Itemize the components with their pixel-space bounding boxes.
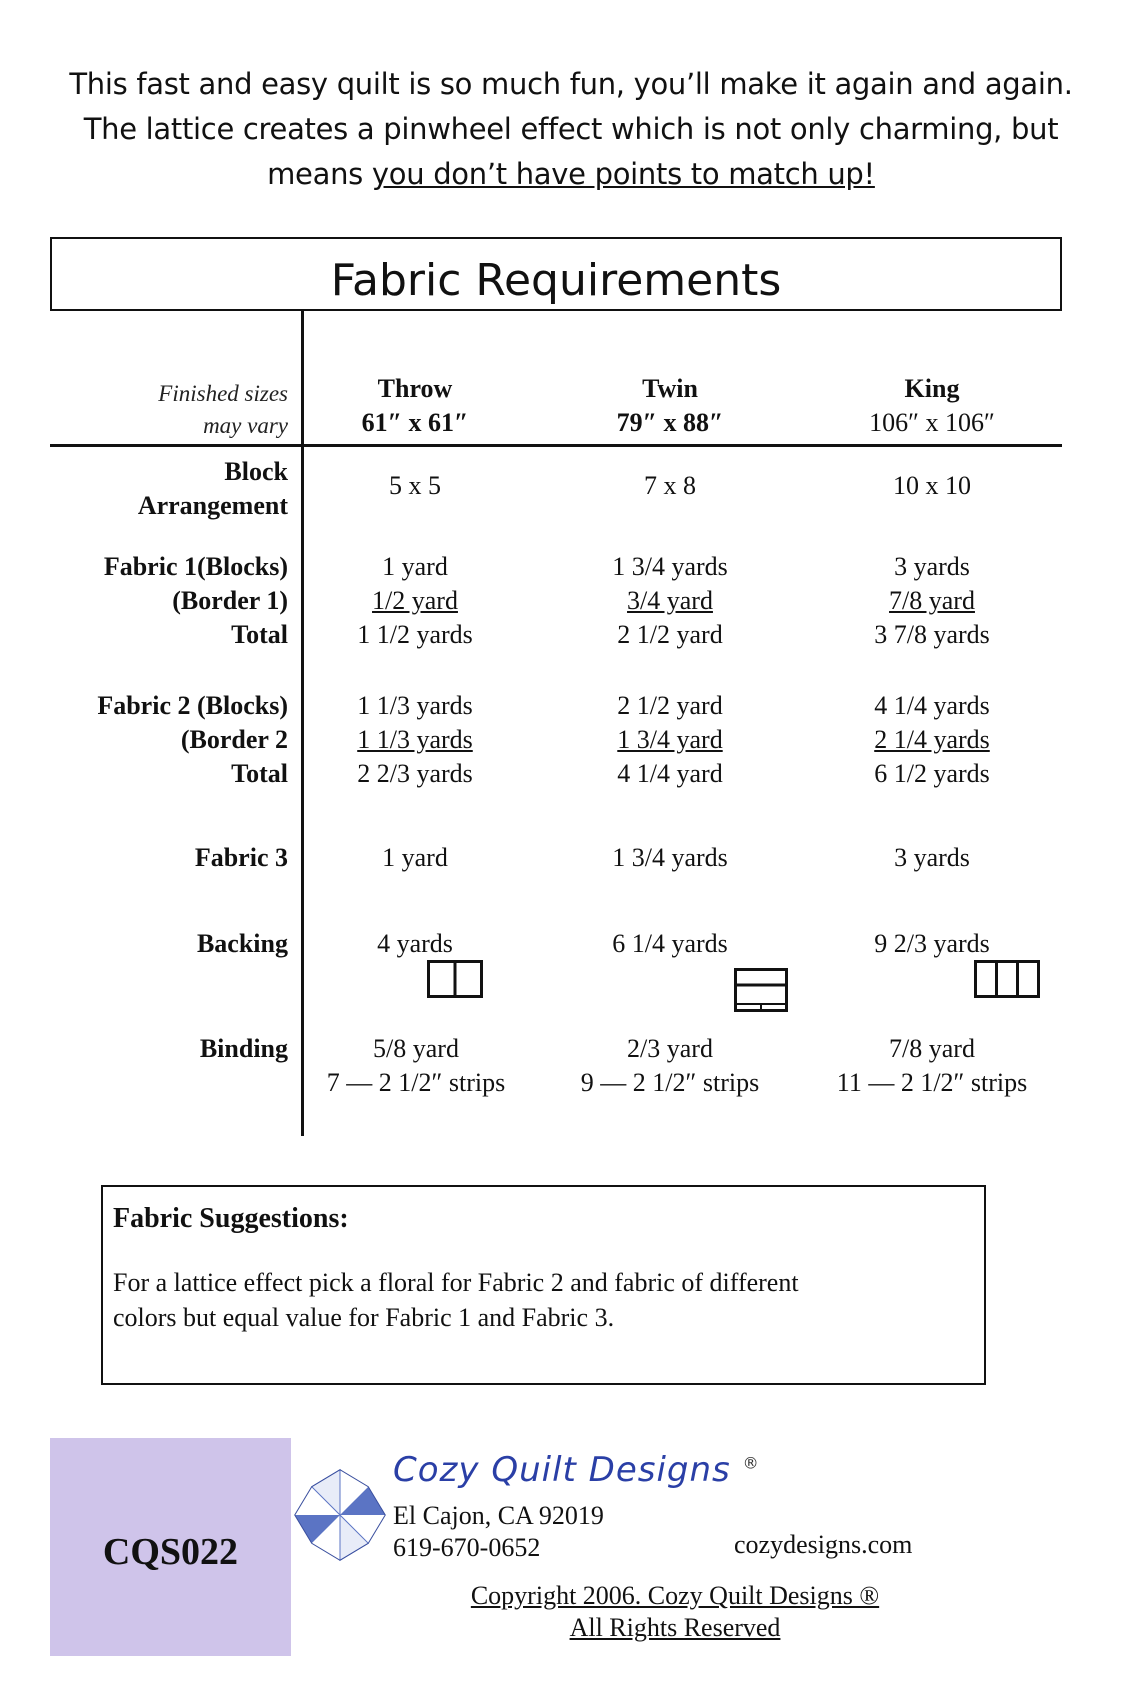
total-amount: 2 2/3 yards (357, 759, 473, 788)
row-label-fabric-3: Fabric 3 (194, 843, 288, 872)
binding-twin (540, 1032, 800, 1100)
label-line: Fabric 2 (Blocks) (97, 691, 288, 720)
column-header-king (802, 372, 1062, 440)
border-amount: 1/2 yard (372, 586, 458, 615)
total-amount: 2 1/2 yard (617, 620, 723, 649)
fabric-suggestions-title: Fabric Suggestions: (113, 1203, 349, 1234)
blocks-amount: 1 yard (382, 552, 448, 581)
binding-yards: 7/8 yard (889, 1034, 975, 1063)
backing-three-panel-icon (974, 960, 1040, 998)
label-line: Arrangement (137, 491, 288, 520)
fabric-3-king: 3 yards (894, 843, 970, 872)
fabric-1-king (802, 550, 1062, 652)
binding-strips: 9 — 2 1/2″ strips (580, 1068, 760, 1097)
column-header-twin (540, 372, 800, 440)
rights-reserved: All Rights Reserved (569, 1613, 781, 1642)
row-label-block-arrangement (138, 455, 288, 523)
total-amount: 4 1/4 yard (617, 759, 723, 788)
fabric-1-throw (285, 550, 545, 652)
suggestion-line: For a lattice effect pick a floral for Fabric 2 and fabric of different (113, 1268, 799, 1297)
blocks-amount: 1 1/3 yards (357, 691, 473, 720)
brand-registered-mark: ® (742, 1453, 760, 1473)
border-amount: 1 1/3 yards (357, 725, 473, 754)
column-name: King (904, 374, 960, 403)
intro-emphasis: you don’t have points to match up! (371, 157, 875, 191)
column-name: Throw (377, 374, 453, 403)
fabric-requirements-title: Fabric Requirements (50, 237, 1062, 311)
suggestion-line: colors but equal value for Fabric 1 and Fabric 3. (113, 1303, 615, 1332)
border-amount: 1 3/4 yard (617, 725, 723, 754)
table-header-divider (50, 444, 1062, 447)
fabric-2-king (802, 689, 1062, 791)
intro-text (40, 62, 1102, 197)
brand-text: Cozy Quilt Designs (393, 1450, 731, 1490)
pinwheel-logo-icon (290, 1465, 390, 1565)
fabric-suggestions-box (101, 1185, 986, 1385)
column-size: 106″ x 106″ (869, 408, 995, 437)
blocks-amount: 2 1/2 yard (617, 691, 723, 720)
copyright: Copyright 2006. Cozy Quilt Designs ® (470, 1581, 880, 1610)
intro-line-3 (40, 152, 1102, 197)
intro-line-3-prefix: means (267, 157, 372, 191)
row-label-fabric-2 (97, 689, 288, 791)
label-line: Fabric 1(Blocks) (103, 552, 288, 581)
total-amount: 3 7/8 yards (874, 620, 990, 649)
column-size: 79″ x 88″ (616, 408, 724, 437)
column-header-throw (285, 372, 545, 440)
row-label-backing: Backing (196, 929, 288, 958)
row-label-binding: Binding (199, 1034, 288, 1063)
backing-horizontal-panel-icon (734, 968, 788, 1012)
website[interactable]: cozydesigns.com (734, 1530, 913, 1559)
fabric-2-throw (285, 689, 545, 791)
column-size: 61″ x 61″ (361, 408, 469, 437)
backing-throw: 4 yards (377, 929, 453, 958)
label-line: (Border 2 (180, 725, 288, 754)
binding-yards: 5/8 yard (373, 1034, 459, 1063)
pattern-code: CQS022 (102, 1531, 239, 1573)
label-line: Block (224, 457, 288, 486)
phone: 619-670-0652 (393, 1533, 541, 1562)
total-amount: 6 1/2 yards (874, 759, 990, 788)
intro-line-1: This fast and easy quilt is so much fun, you’ll make it again and again. (69, 67, 1073, 101)
label-line: Total (231, 620, 288, 649)
backing-two-panel-icon (427, 960, 483, 998)
backing-king: 9 2/3 yards (874, 929, 990, 958)
total-amount: 1 1/2 yards (357, 620, 473, 649)
fabric-2-twin (540, 689, 800, 791)
binding-king (802, 1032, 1062, 1100)
pattern-code-box (50, 1438, 291, 1656)
border-amount: 2 1/4 yards (874, 725, 990, 754)
blocks-amount: 3 yards (894, 552, 970, 581)
blocks-amount: 4 1/4 yards (874, 691, 990, 720)
binding-strips: 7 — 2 1/2″ strips (326, 1068, 506, 1097)
binding-throw (285, 1032, 547, 1100)
note-line-1: Finished sizes (158, 381, 288, 406)
backing-twin: 6 1/4 yards (612, 929, 728, 958)
block-throw: 5 x 5 (389, 471, 441, 500)
address: El Cajon, CA 92019 (393, 1501, 604, 1530)
blocks-amount: 1 3/4 yards (612, 552, 728, 581)
border-amount: 3/4 yard (627, 586, 713, 615)
binding-strips: 11 — 2 1/2″ strips (836, 1068, 1028, 1097)
label-line: (Border 1) (172, 586, 288, 615)
block-twin: 7 x 8 (644, 471, 696, 500)
fabric-suggestions-text (113, 1265, 974, 1335)
border-amount: 7/8 yard (889, 586, 975, 615)
block-king: 10 x 10 (893, 471, 971, 500)
fabric-3-twin: 1 3/4 yards (612, 843, 728, 872)
row-label-fabric-1 (104, 550, 288, 652)
column-name: Twin (642, 374, 698, 403)
label-line: Total (231, 759, 288, 788)
fabric-1-twin (540, 550, 800, 652)
intro-line-2: The lattice creates a pinwheel effect which is not only charming, but (83, 112, 1059, 146)
note-line-2: may vary (203, 413, 288, 438)
finished-sizes-note (158, 378, 288, 442)
fabric-3-throw: 1 yard (382, 843, 448, 872)
binding-yards: 2/3 yard (627, 1034, 713, 1063)
brand-name (393, 1450, 760, 1490)
